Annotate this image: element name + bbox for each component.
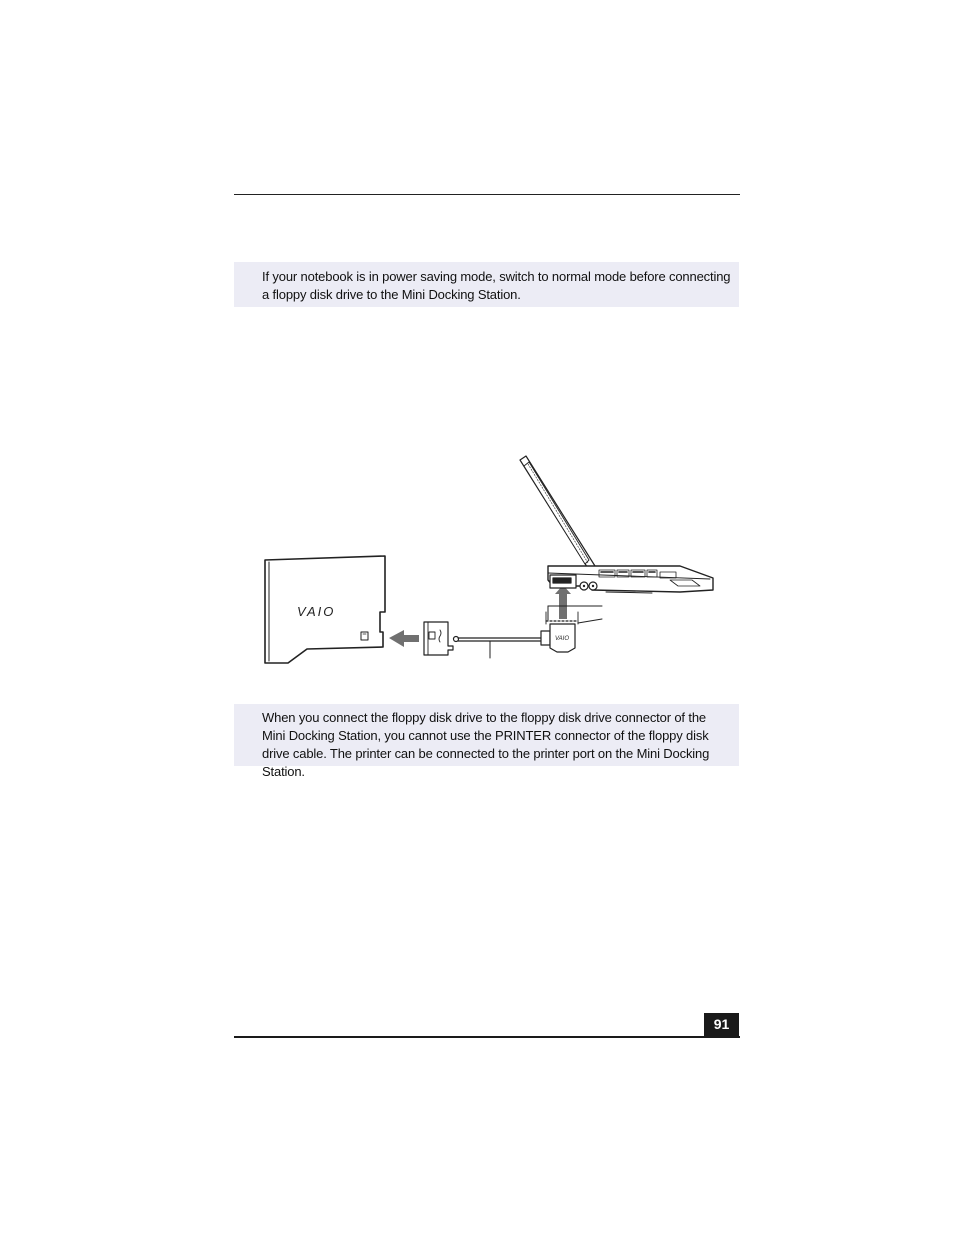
arrow-up-icon [555,585,571,619]
footer-rule [234,1036,740,1038]
note-printer-connector-text: When you connect the floppy disk drive to the floppy disk drive connector of the Mini Docking Station, you cannot use the PRINTER connector of the floppy disk drive cable. The printer can be connected to the printer port on the Mini Docking Station. [262,710,710,779]
note-printer-connector [234,704,739,779]
note-power-saving-text: If your notebook is in power saving mode, switch to normal mode before connecting a floppy disk drive to the Mini Docking Station. [262,269,731,302]
fdd-cable-plug-icon [424,622,459,655]
fdd-cable-icon [458,638,541,658]
arrow-left-icon [389,630,419,647]
header-rule [234,194,740,195]
page-number: 91 [704,1013,739,1036]
fdd-logo: VAIO [555,636,570,642]
floppy-connection-illustration [262,452,722,667]
dock-logo: VAIO [297,604,336,619]
notebook-computer-icon [520,456,713,593]
note-power-saving [234,262,739,307]
